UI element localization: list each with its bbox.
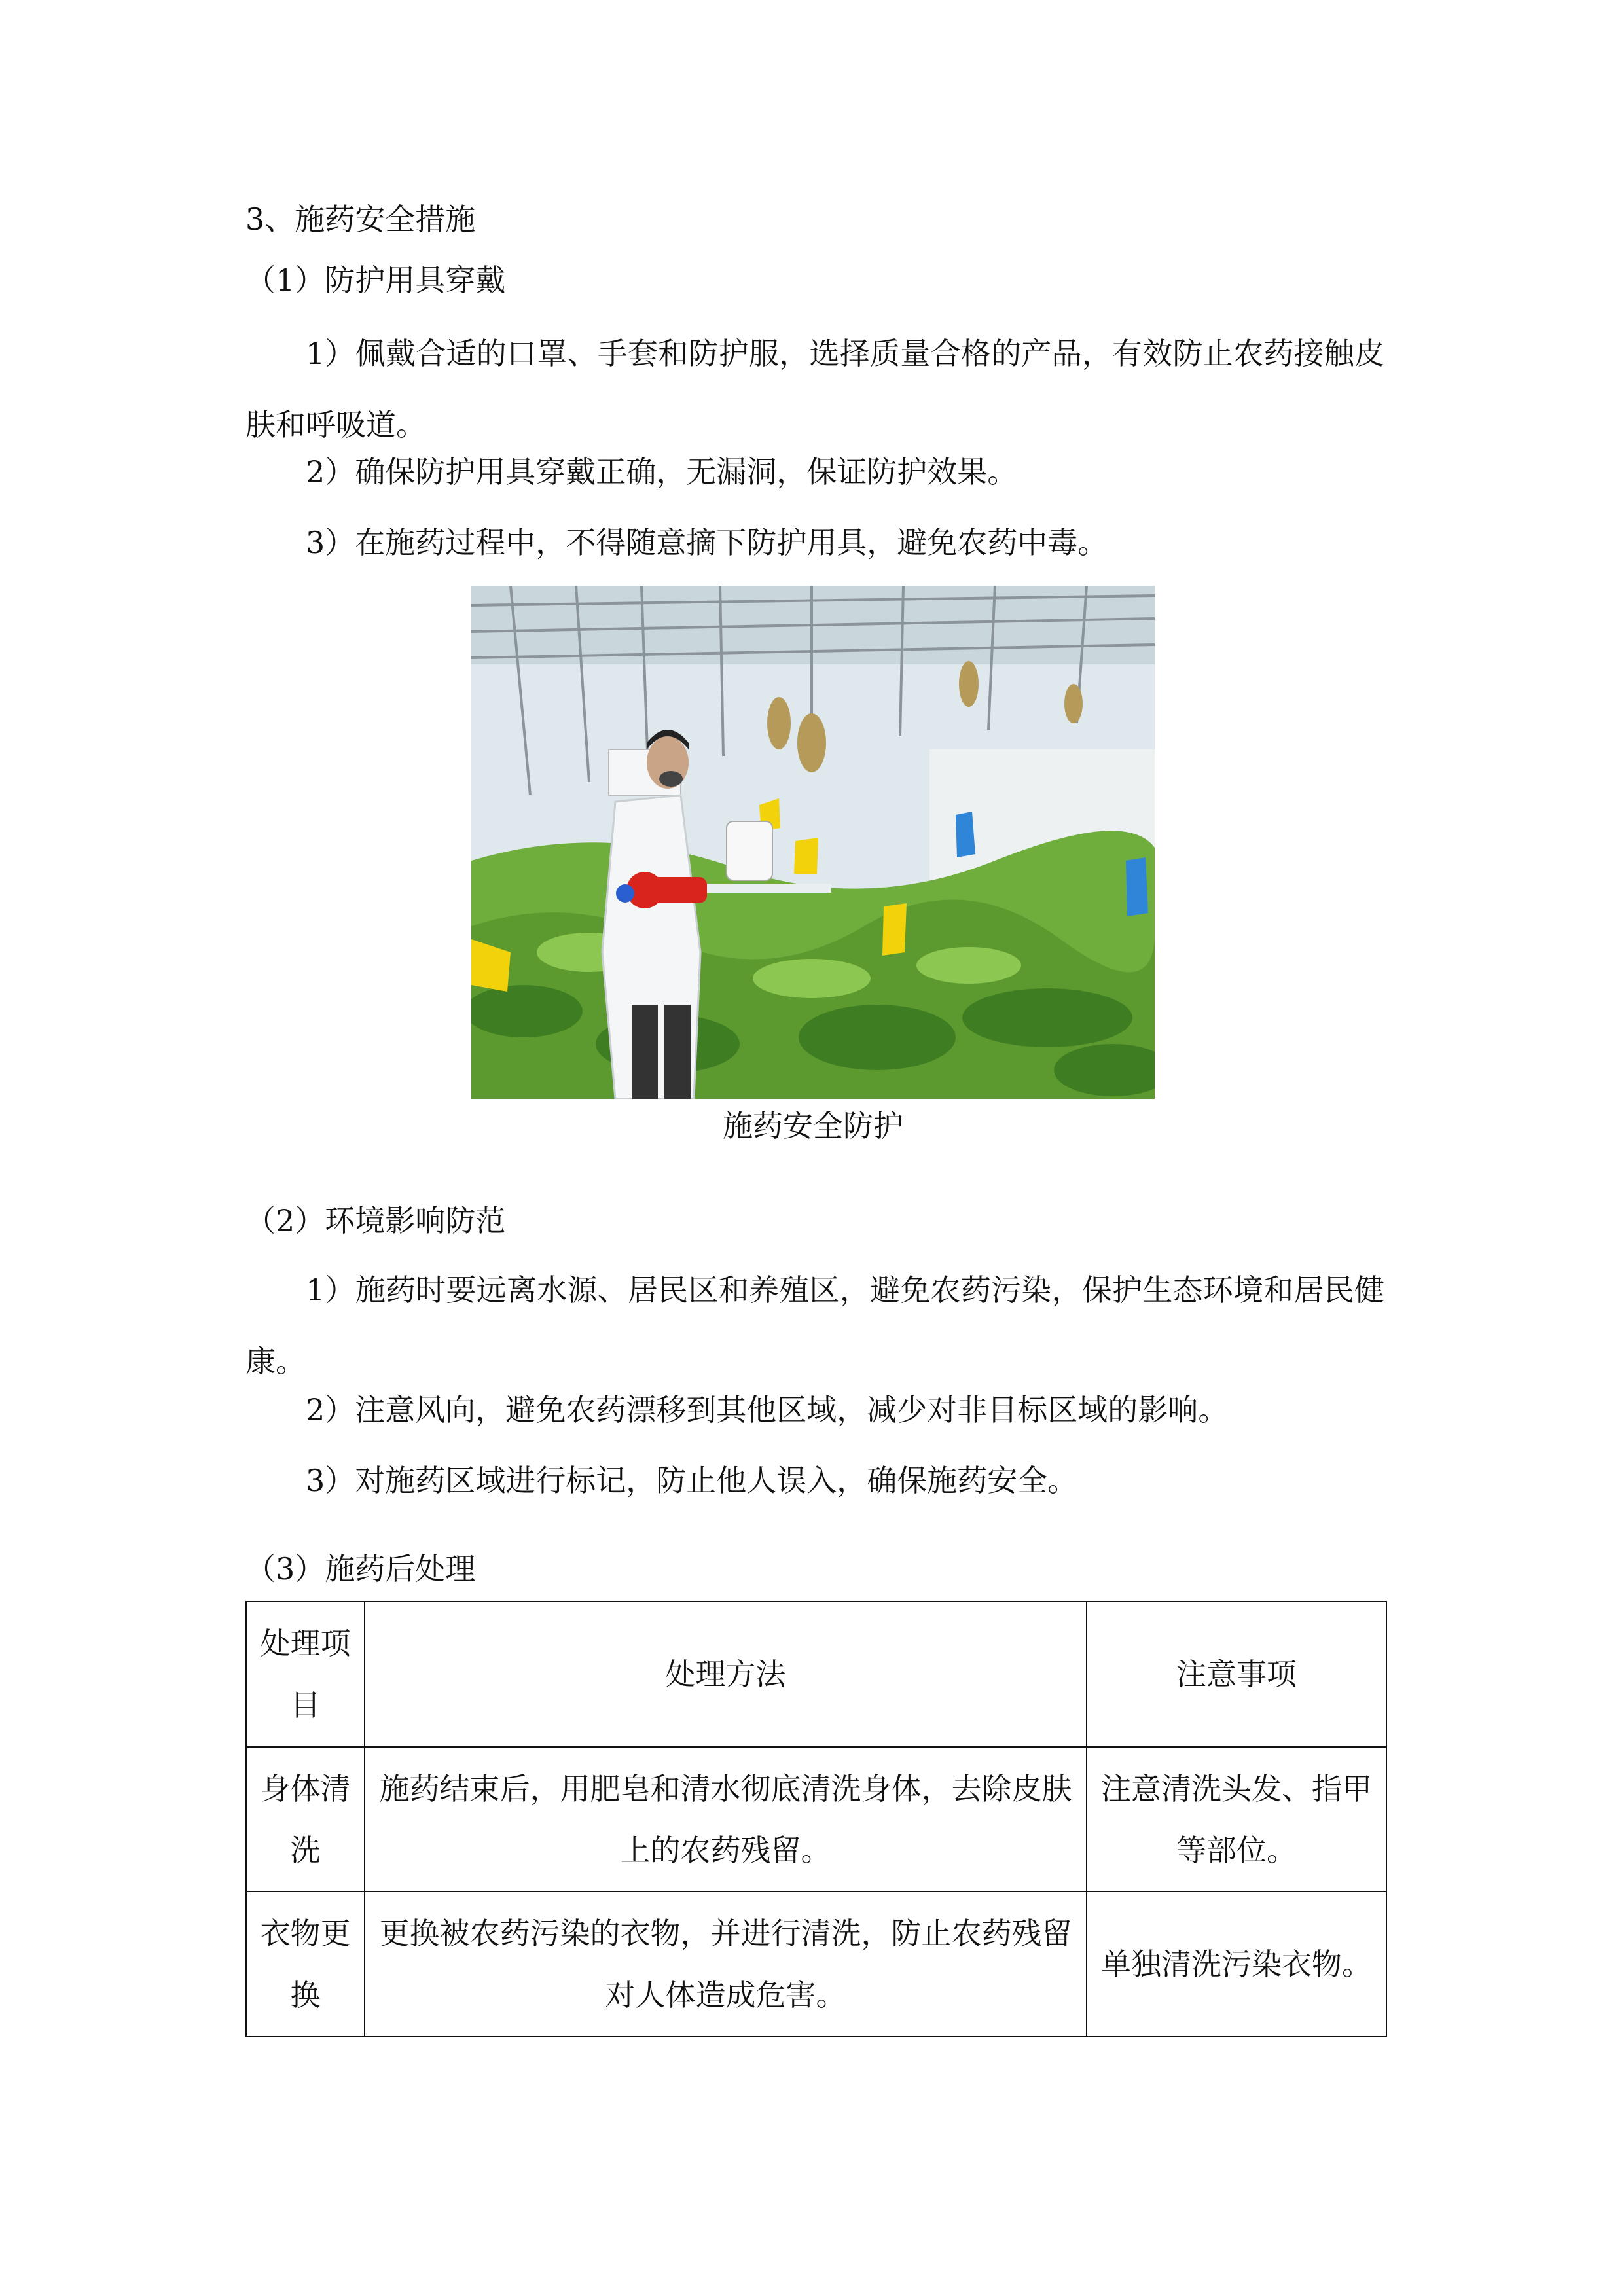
- protection-item-2: 2）确保防护用具穿戴正确，无漏洞，保证防护效果。: [306, 454, 1018, 490]
- table-header-item: 处理项目: [246, 1602, 365, 1747]
- table-cell-item: 身体清洗: [246, 1747, 365, 1892]
- spraying-protection-photo: [471, 586, 1155, 1099]
- aftercare-table: [245, 1601, 1387, 2037]
- table-cell-method: 施药结束后，用肥皂和清水彻底清洗身体，去除皮肤上的农药残留。: [365, 1747, 1087, 1892]
- table-row: [246, 1892, 1386, 2036]
- table-cell-item: 衣物更换: [246, 1892, 365, 2036]
- figure-caption: 施药安全防护: [723, 1108, 903, 1143]
- section-title: 3、施药安全措施: [245, 202, 476, 237]
- table-cell-method: 更换被农药污染的衣物，并进行清洗，防止农药残留对人体造成危害。: [365, 1892, 1087, 2036]
- environment-item-1: 1）施药时要远离水源、居民区和养殖区，避免农药污染，保护生态环境和居民健康。: [245, 1272, 1384, 1379]
- protection-item-3: 3）在施药过程中，不得随意摘下防护用具，避免农药中毒。: [306, 525, 1108, 560]
- subsection-heading-environment: （2）环境影响防范: [245, 1203, 506, 1238]
- subsection-heading-aftercare: （3）施药后处理: [245, 1551, 476, 1587]
- subsection-heading-protection: （1）防护用具穿戴: [245, 262, 506, 298]
- table-cell-notes: 单独清洗污染衣物。: [1087, 1892, 1386, 2036]
- environment-item-3: 3）对施药区域进行标记，防止他人误入，确保施药安全。: [306, 1463, 1078, 1498]
- environment-item-2: 2）注意风向，避免农药漂移到其他区域，减少对非目标区域的影响。: [306, 1392, 1229, 1427]
- table-header-notes: 注意事项: [1087, 1602, 1386, 1747]
- table-header-row: [246, 1602, 1386, 1747]
- table-row: [246, 1747, 1386, 1892]
- table-header-method: 处理方法: [365, 1602, 1087, 1747]
- table-cell-notes: 注意清洗头发、指甲等部位。: [1087, 1747, 1386, 1892]
- protection-item-1: 1）佩戴合适的口罩、手套和防护服，选择质量合格的产品，有效防止农药接触皮肤和呼吸道。: [245, 336, 1384, 442]
